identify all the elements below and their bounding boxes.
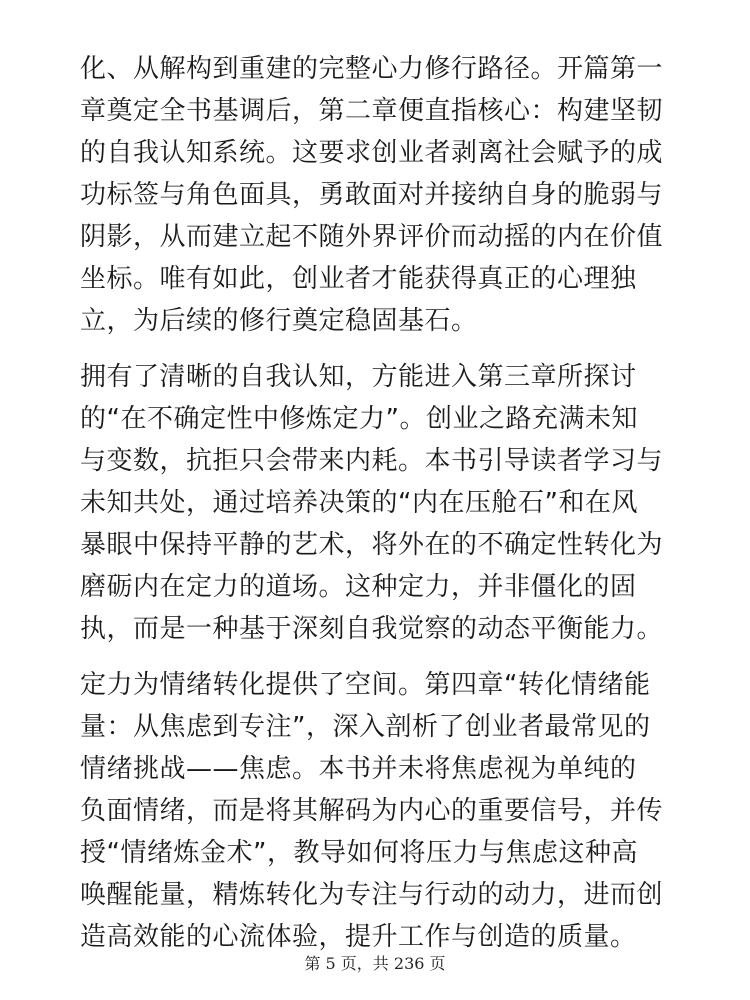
paragraph-3 — [80, 664, 680, 958]
text-line: 执，而是一种基于深刻自我觉察的动态平衡能力。 — [80, 614, 664, 644]
text-line: 定力为情绪转化提供了空间。第四章“转化情绪能 — [80, 670, 651, 700]
text-line: 磨砺内在定力的道场。这种定力，并非僵化的固 — [80, 572, 637, 602]
paragraph-1 — [80, 48, 680, 342]
text-line: 章奠定全书基调后，第二章便直指核心：构建坚韧 — [80, 96, 664, 126]
text-line: 授“情绪炼金术”，教导如何将压力与焦虑这种高 — [80, 838, 638, 868]
text-line: 造高效能的心流体验，提升工作与创造的质量。 — [80, 922, 637, 952]
paragraph-2 — [80, 356, 680, 650]
text-line: 拥有了清晰的自我认知，方能进入第三章所探讨 — [80, 362, 637, 392]
text-line: 化、从解构到重建的完整心力修行路径。开篇第一 — [80, 54, 664, 84]
text-line: 阴影，从而建立起不随外界评价而动摇的内在价值 — [80, 222, 664, 252]
text-line: 立，为后续的修行奠定稳固基石。 — [80, 306, 478, 336]
body-text — [80, 48, 680, 972]
text-line: 功标签与角色面具，勇敢面对并接纳自身的脆弱与 — [80, 180, 664, 210]
text-line: 量：从焦虑到专注”，深入剖析了创业者最常见的 — [80, 712, 651, 742]
text-line: 的自我认知系统。这要求创业者剥离社会赋予的成 — [80, 138, 664, 168]
text-line: 的“在不确定性中修炼定力”。创业之路充满未知 — [80, 404, 638, 434]
text-line: 未知共处，通过培养决策的“内在压舱石”和在风 — [80, 488, 638, 518]
text-line: 坐标。唯有如此，创业者才能获得真正的心理独 — [80, 264, 637, 294]
text-line: 与变数，抗拒只会带来内耗。本书引导读者学习与 — [80, 446, 664, 476]
text-line: 暴眼中保持平静的艺术，将外在的不确定性转化为 — [80, 530, 664, 560]
text-line: 负面情绪，而是将其解码为内心的重要信号，并传 — [80, 796, 664, 826]
text-line: 唤醒能量，精炼转化为专注与行动的动力，进而创 — [80, 880, 664, 910]
page-number-footer: 第 5 页，共 236 页 — [304, 954, 446, 973]
text-line: 情绪挑战——焦虑。本书并未将焦虑视为单纯的 — [80, 754, 637, 784]
